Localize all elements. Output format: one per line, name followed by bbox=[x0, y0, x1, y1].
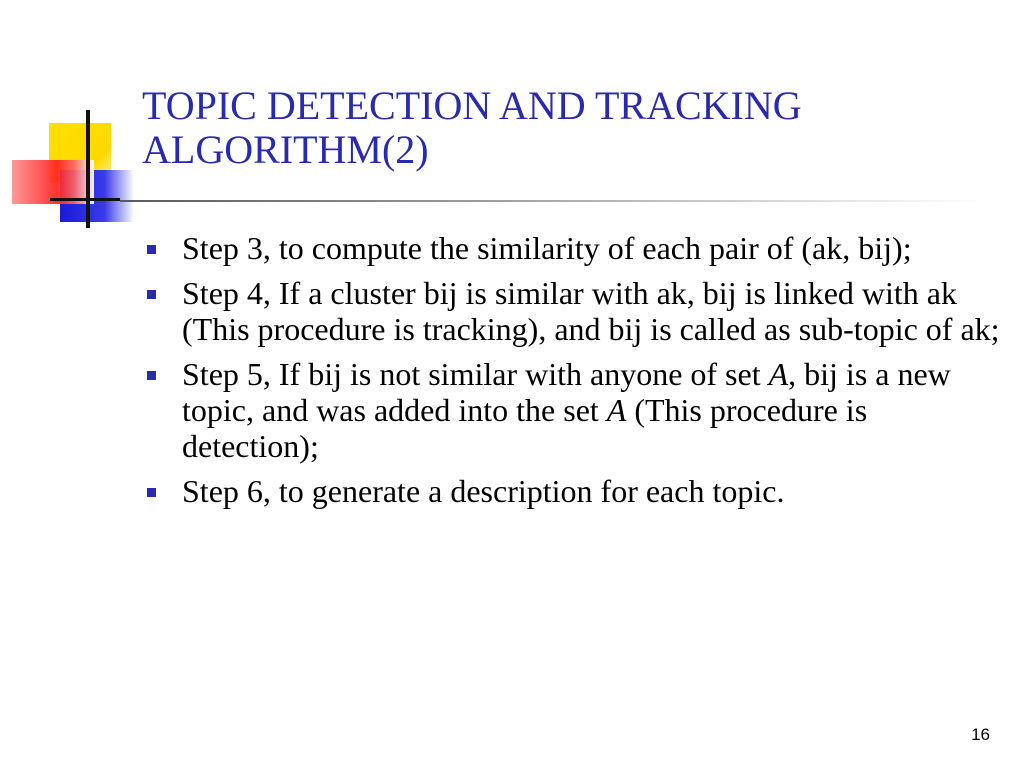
bullet-item-step-4 bbox=[142, 275, 1002, 347]
bullet-item-step-3 bbox=[142, 230, 1002, 266]
bullet-item-step-5 bbox=[142, 356, 1002, 464]
bullet-text: (This procedure is detection); bbox=[182, 392, 868, 464]
square-bullet-icon bbox=[147, 290, 156, 299]
bullet-text: Step 3, to compute the similarity of each pair of (ak, bij); bbox=[182, 230, 912, 266]
decorative-squares-logo-icon bbox=[0, 0, 140, 240]
logo-horizontal-line bbox=[50, 198, 120, 201]
bullet-item-step-6 bbox=[142, 473, 1002, 509]
bullet-list bbox=[142, 230, 1002, 518]
slide-title-line: ALGORITHM(2) bbox=[142, 127, 429, 172]
title-divider bbox=[120, 200, 990, 202]
bullet-text: Step 4, If a cluster bij is similar with ak, bij is linked with ak (This procedure is tracking), and bij is called as sub-topic of ak; bbox=[182, 275, 1000, 347]
square-bullet-icon bbox=[147, 371, 156, 380]
slide-title bbox=[142, 84, 1002, 172]
bullet-text: , bij is a new topic, and was added into the set bbox=[182, 356, 951, 428]
set-variable: A bbox=[606, 392, 627, 428]
page-number: 16 bbox=[971, 725, 990, 744]
square-bullet-icon bbox=[147, 488, 156, 497]
square-bullet-icon bbox=[147, 245, 156, 254]
set-variable: A bbox=[768, 356, 789, 392]
logo-vertical-line bbox=[86, 110, 90, 228]
bullet-text: Step 6, to generate a description for each topic. bbox=[182, 473, 785, 509]
bullet-text: Step 5, If bij is not similar with anyone of set bbox=[182, 356, 769, 392]
slide-title-line: TOPIC DETECTION AND TRACKING bbox=[142, 83, 802, 128]
